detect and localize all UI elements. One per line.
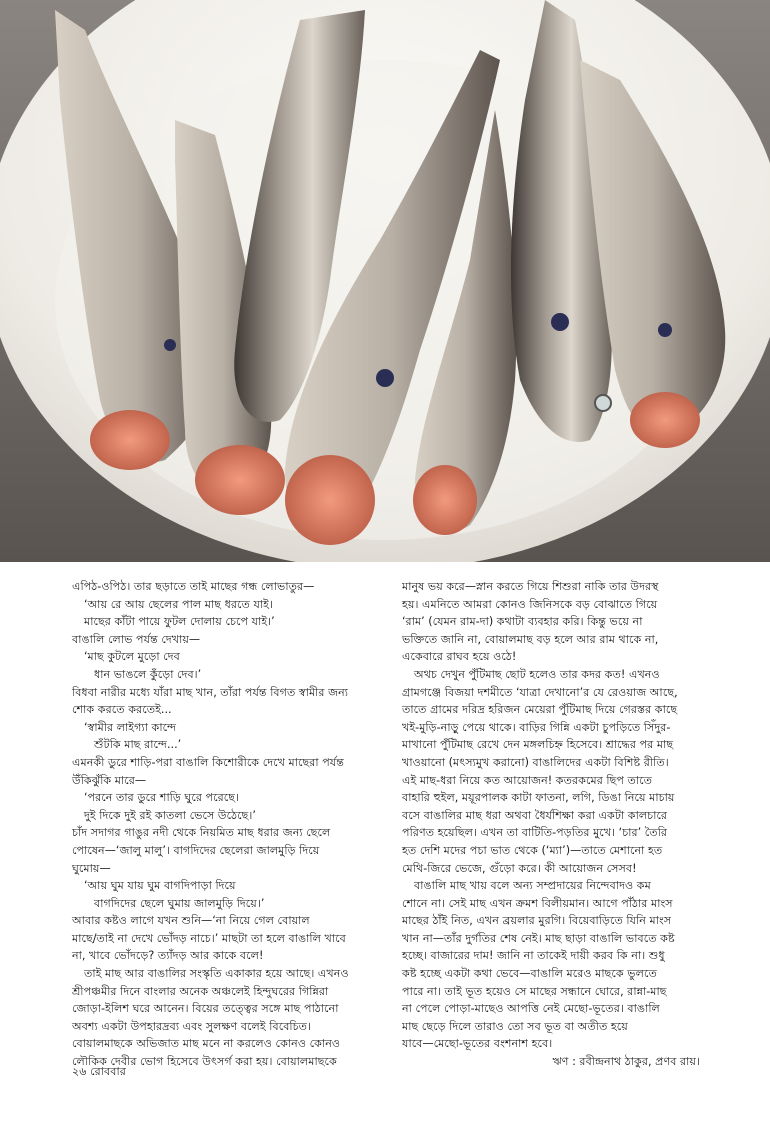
verse-line: ‘মাছ কুটলে মুড়ো দেব (84, 650, 180, 664)
fish-photo (0, 0, 770, 562)
verse-line: ‘স্বামীর লাইগ্যা কান্দে (84, 720, 177, 734)
verse-line: ‘আয় ঘুম যায় ঘুম বাগদিপাড়া দিয়ে (84, 879, 236, 893)
body-line: বাহারি হুইল, ময়ূরপালক কাটা ফাতনা, লগি, ডিঙা নিয়ে মাচায় (402, 791, 675, 805)
body-line: লৌকিক দেবীর ভোগ হিসেবে উৎসর্গ করা হয়। বোয়ালমাছকে (72, 1055, 337, 1069)
body-line: মেথি-জিরে ভেজে, গুঁড়ো করে। কী আয়োজন সেসব! (402, 861, 637, 875)
verse-line: শুঁটকি মাছ রান্দে...’ (94, 738, 182, 752)
body-line: অবশ্য একটা উপহারদ্রব্য এবং সুলক্ষণ বলেই বিবেচিত। (72, 1019, 312, 1033)
body-line: হয়। এমনিতে আমরা কোনও জিনিসকে বড় বোঝাতে গিয়ে (402, 597, 658, 611)
body-line: শ্রীপঞ্চমীর দিনে বাংলার অনেক অঞ্চলেই হিন্দুঘরের গিন্নিরা (72, 984, 329, 998)
body-line: ভক্তিতে জানি না, বোয়ালমাছ বড় হলে আর রাম থাকে না, (402, 632, 659, 646)
body-line: মানুষ ভয় করে—স্নান করতে গিয়ে শিশুরা নাকি তার উদরস্থ (402, 580, 659, 593)
body-line: পোষেন—‘জালু মালু’। বাগদিদের ছেলেরা জালমুড়ি দিয়ে (72, 843, 320, 857)
verse-line: ‘আয় রে আয় ছেলের পাল মাছ ধরতে যাই। (84, 597, 273, 611)
verse-line: দুই দিকে দুই রই কাতলা ভেসে উঠেছে।’ (84, 808, 256, 822)
verse-line: বাগদিদের ছেলে ঘুমায় জালমুড়ি দিয়ে।’ (94, 896, 265, 910)
body-line: শোক করতে করতেই... (72, 703, 172, 717)
body-line: আবার কষ্টও লাগে যখন শুনি—‘না নিয়ে গেল বোয়াল (72, 914, 310, 928)
body-line: কষ্ট হচ্ছে একটা কথা ভেবে—বাঙালি মরেও মাছকে ভুলতে (402, 967, 657, 981)
body-line: না, খাবে ভোঁদড়ে? ত্যাঁদড় আর কাকে বলে! (72, 949, 264, 963)
body-line: মাছের ঠাঁই নিত, এখন ব্রয়লার মুরগি। বিয়েবাড়িতে যিনি মাংস (402, 914, 672, 928)
body-line: মাখানো পুঁটিমাছ রেখে দেন মঙ্গলচিহ্ন হিসেবে। শ্রাদ্ধের পর মাছ (402, 738, 674, 752)
body-line: বাঙালি লোভ পর্যন্ত দেখায়— (72, 632, 201, 646)
body-line: বাঙালি মাছ খায় বলে অন্য সম্প্রদায়ের নিন্দেবাদও কম (414, 879, 651, 893)
body-line: অথচ দেখুন পুঁটিমাছ ছোট হলেও তার কদর কত! এখনও (414, 667, 660, 681)
body-line: চাঁদ সদাগর গাঙুর নদী থেকে নিয়মিত মাছ ধরার জন্য ছেলে (72, 826, 331, 840)
body-line: শোনে না। সেই মাছ এখন ক্রমশ বিলীয়মান। আগে পাঁঠার মাংস (402, 896, 673, 910)
credits-line: ঋণ : রবীন্দ্রনাথ ঠাকুর, প্রণব রায়। (552, 1055, 700, 1069)
body-line: খই-মুড়ি-নাড়ু পেয়ে থাকে। বাড়ির গিন্নি একটা চুপড়িতে সিঁদুর- (402, 720, 671, 734)
body-line: পারে না। তাই ভূত হয়েও সে মাছের সন্ধানে ঘোরে, রান্না-মাছ (402, 984, 667, 998)
body-line: জোড়া-ইলিশ ঘরে আনেন। বিয়ের তত্ত্বের সঙ্গে মাছ পাঠানো (72, 1002, 339, 1016)
body-line: মাছে/তাই না দেখে ভোঁদড় নাচে।’ মাছটা তা হলে বাঙালি খাবে (72, 931, 346, 945)
body-line: হচ্ছে। বাজারের দাম! জানি না তাকেই দায়ী করব কি না। শুধু (402, 949, 665, 963)
text-column-right (402, 578, 700, 1071)
body-line: এই মাছ-ধরা নিয়ে কত আয়োজন! কতরকমের ছিপ তাতে (402, 773, 653, 787)
body-line: হত দেশি মদের পচা ভাত থেকে (‘ম্যা’)—তাতে মেশানো হত (402, 843, 663, 857)
body-line: খাওয়ানো (মৎস্যমুখ করানো) বাঙালিদের একটা বিশিষ্ট রীতি। (402, 755, 669, 769)
page-folio: ২৬ রোববার (72, 1065, 126, 1078)
body-line: যাবে—মেছো-ভূতের বংশনাশ হবে। (402, 1037, 553, 1051)
body-line: ঘুমোয়— (72, 861, 111, 875)
verse-line: ধান ভাঙলে কুঁড়ো দেব।’ (94, 667, 202, 681)
body-line: গ্রামগঞ্জে বিজয়া দশমীতে ‘যাত্রা দেখানো’র যে রেওয়াজ আছে, (402, 685, 678, 699)
body-line: উঁকিঝুঁকি মারে— (72, 773, 147, 787)
body-line: তাই মাছ আর বাঙালির সংস্কৃতি একাকার হয়ে আছে। এখনও (84, 967, 349, 981)
body-line: পরিণত হয়েছিল। এখন তা বাটিতি-পড়তির মুখে। ‘চার’ তৈরি (402, 826, 668, 840)
body-line: না পেলে পোড়া-মাছেও আপত্তি নেই মেছো-ভূতের। বাঙালি (402, 1002, 660, 1016)
body-line: একেবারে রাঘব হয়ে ওঠে! (402, 650, 517, 664)
text-column-left (72, 578, 384, 1071)
body-line: মাছ ছেড়ে দিলে তারাও তো সব ভূত বা অতীত হয়ে (402, 1019, 628, 1033)
fish-in-bowl-image (0, 0, 770, 562)
body-line: বিধবা নারীর মধ্যে যাঁরা মাছ খান, তাঁরা পর্যন্ত বিগত স্বামীর জন্য (72, 685, 349, 699)
body-line: এপিঠ-ওপিঠ। তার ছড়াতে তাই মাছের গন্ধ লোভাতুর— (72, 580, 315, 593)
body-line: বসে বাঙালির মাছ ধরা অথবা ধৈর্যশিক্ষা করা একটা কালচারে (402, 808, 668, 822)
body-line: তাতে গ্রামের দরিদ্র হরিজন মেয়েরা পুঁটিমাছ দিয়ে গেরস্তর কাছে (402, 703, 678, 717)
body-line: খান না—তাঁর দুর্গতির শেষ নেই। মাছ ছাড়া বাঙালি ভাবতে কষ্ট (402, 931, 675, 945)
verse-line: মাছের কাঁটা পায়ে ফুটল দোলায় চেপে যাই।’ (84, 615, 275, 629)
body-line: এমনকী ডুরে শাড়ি-পরা বাঙালি কিশোরীকে দেখে মাছেরা পর্যন্ত (72, 755, 344, 769)
verse-line: ‘পরনে তার ডুরে শাড়ি ঘুরে পরেছে। (84, 791, 240, 805)
body-line: ‘রাম’ (যেমন রাম-দা) কথাটা ব্যবহার করি। কিন্তু ভয়ে না (402, 615, 643, 629)
body-line: বোয়ালমাছকে অভিজাত মাছ মনে না করলেও কোনও কোনও (72, 1037, 341, 1051)
